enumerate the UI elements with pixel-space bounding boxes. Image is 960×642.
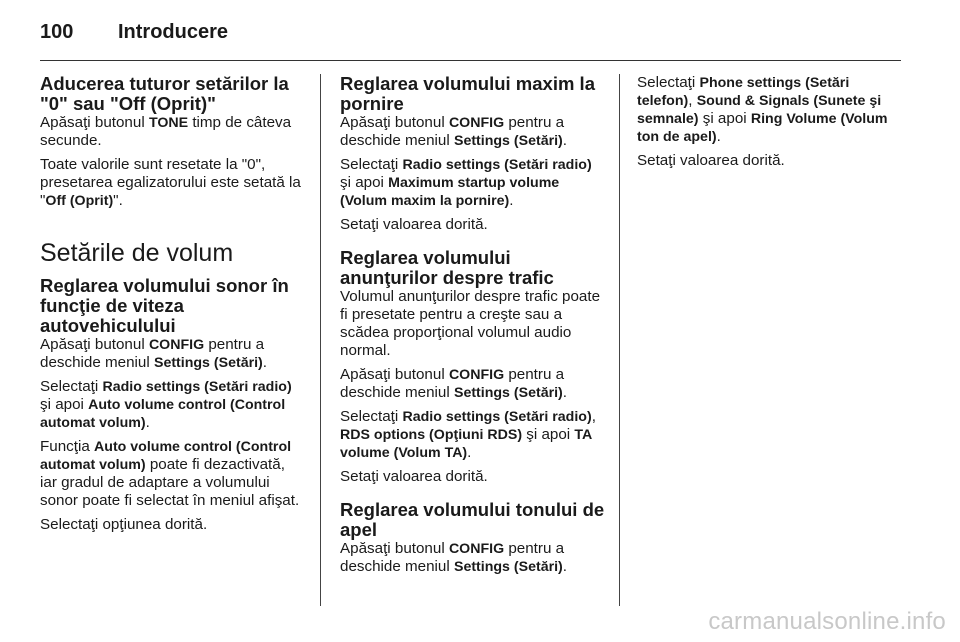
paragraph: Selectaţi Phone settings (Setări telefon), Sound & Signals (Sunete şi semnale) şi apoi Ring Volume (Volum ton de apel).: [637, 74, 888, 145]
column-divider: [619, 74, 620, 606]
paragraph: Selectaţi Radio settings (Setări radio), RDS options (Opţiuni RDS) şi apoi TA volume (Volum TA).: [340, 408, 596, 461]
page-number: 100: [40, 20, 74, 43]
heading-volume-settings: Setările de volum: [40, 239, 234, 267]
paragraph: Setaţi valoarea dorită.: [340, 468, 488, 485]
paragraph: Selectaţi Radio settings (Setări radio) şi apoi Maximum startup volume (Volum maxim la pornire).: [340, 156, 592, 209]
paragraph: Selectaţi opţiunea dorită.: [40, 516, 208, 533]
heading-max-startup-volume: Reglarea volumului maxim la pornire: [340, 73, 595, 114]
watermark: carmanualsonline.info: [708, 608, 946, 635]
paragraph: Apăsaţi butonul CONFIG pentru a deschide meniul Settings (Setări).: [340, 114, 568, 149]
page-header: [40, 14, 900, 50]
column-2: [340, 74, 606, 582]
column-3: [637, 74, 903, 176]
section-title: Introducere: [118, 20, 229, 43]
paragraph: Apăsaţi butonul CONFIG pentru a deschide meniul Settings (Setări).: [340, 366, 568, 401]
heading-traffic-announcements: Reglarea volumului anunţurilor despre trafic: [340, 247, 554, 288]
column-divider: [320, 74, 321, 606]
heading-reset-settings: Aducerea tuturor setărilor la "0" sau "Off (Oprit)": [40, 73, 289, 114]
column-1: [40, 74, 306, 540]
paragraph: Selectaţi Radio settings (Setări radio) şi apoi Auto volume control (Control automat volum).: [40, 378, 292, 431]
paragraph: Apăsaţi butonul TONE timp de câteva secunde.: [40, 114, 292, 149]
header-rule: [40, 60, 901, 61]
paragraph: Apăsaţi butonul CONFIG pentru a deschide meniul Settings (Setări).: [40, 336, 268, 371]
paragraph: Toate valorile sunt resetate la "0", presetarea egalizatorului este setată la "Off (Oprit)".: [40, 156, 301, 209]
paragraph: Setaţi valoarea dorită.: [340, 216, 488, 233]
heading-auto-volume: Reglarea volumului sonor în funcţie de viteza autovehiculului: [40, 275, 289, 336]
paragraph: Apăsaţi butonul CONFIG pentru a deschide meniul Settings (Setări).: [340, 540, 568, 575]
heading-ring-volume: Reglarea volumului tonului de apel: [340, 499, 605, 540]
paragraph: Setaţi valoarea dorită.: [637, 152, 785, 169]
paragraph: Funcţia Auto volume control (Control automat volum) poate fi dezactivată, iar gradul de adaptare a volumului sonor poate fi selectat în meniul afişat.: [40, 438, 300, 509]
paragraph: Volumul anunţurilor despre trafic poate fi presetate pentru a creşte sau a scădea proporţional volumul audio normal.: [340, 288, 601, 359]
